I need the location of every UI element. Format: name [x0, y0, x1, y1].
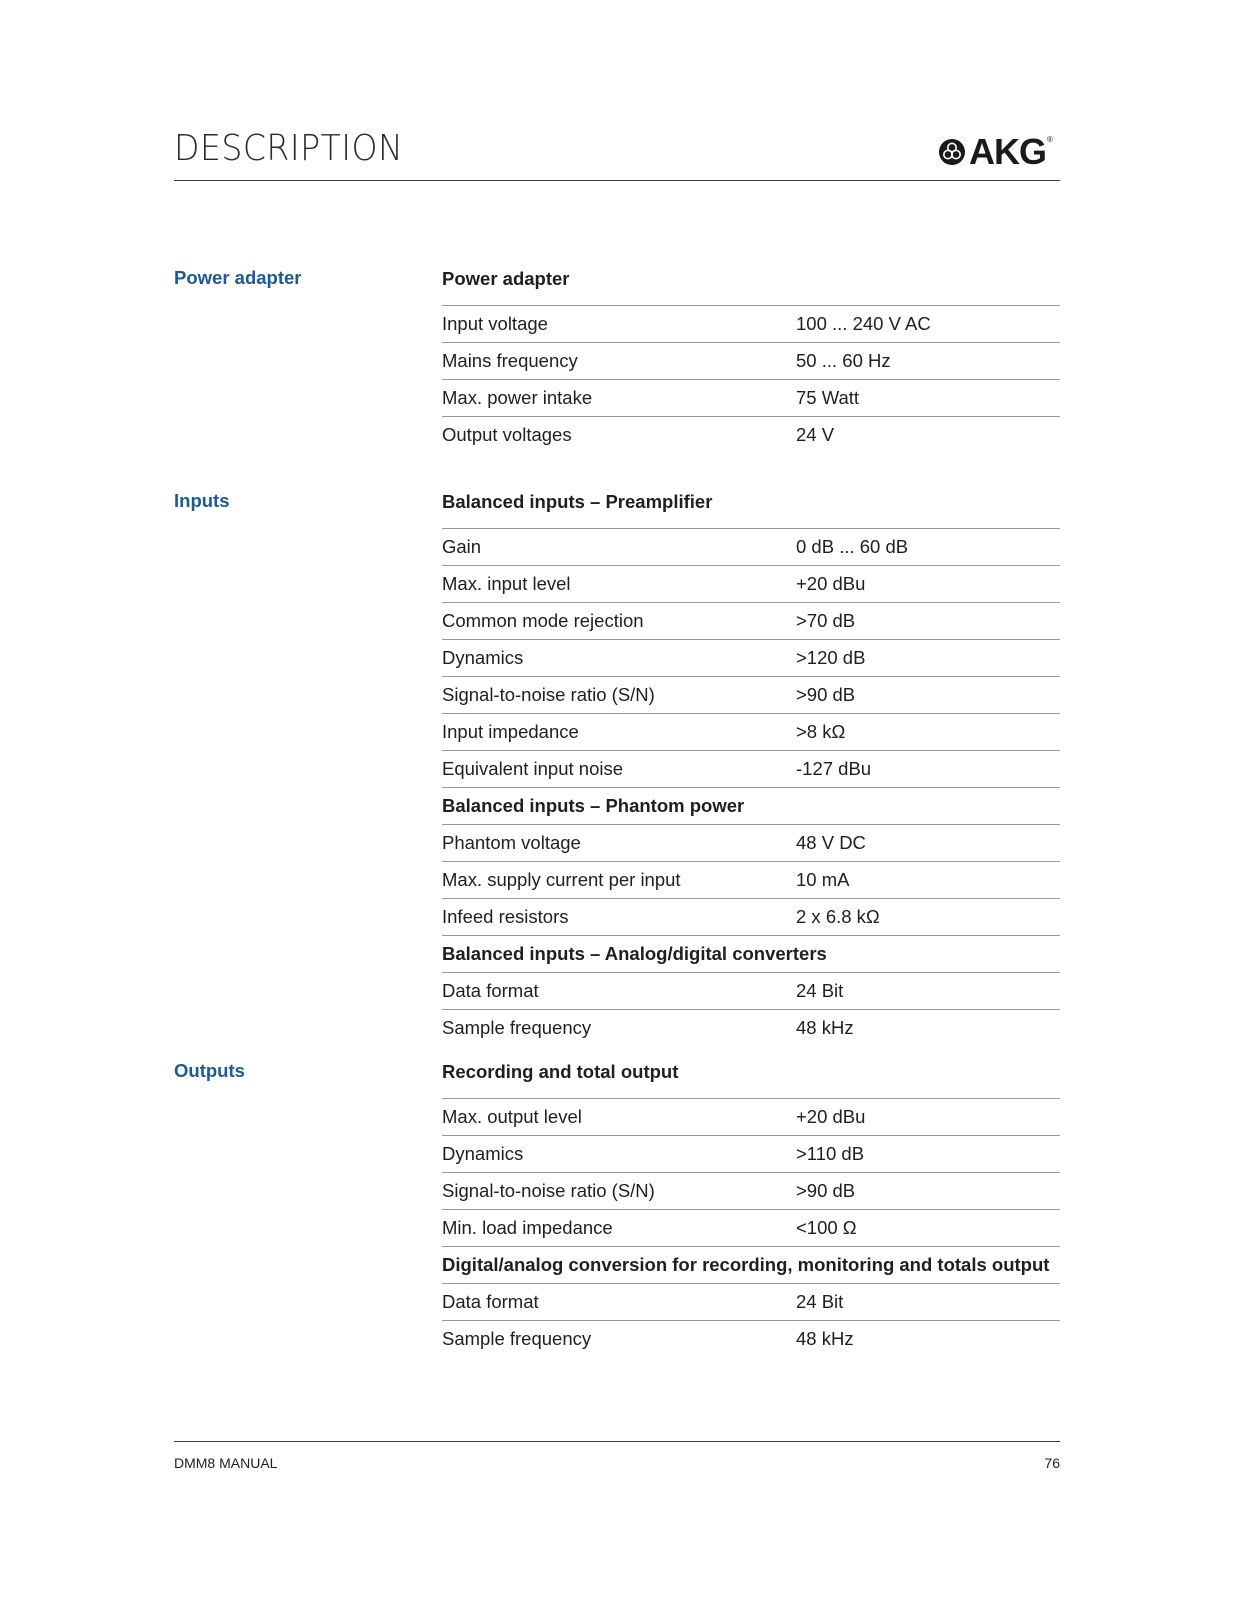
table-row: Dynamics >110 dB: [442, 1135, 1060, 1172]
table-row: Equivalent input noise -127 dBu: [442, 750, 1060, 787]
section-label: Power adapter: [174, 267, 302, 288]
table-row: Sample frequency 48 kHz: [442, 1009, 1060, 1046]
table-row: Min. load impedance <100 Ω: [442, 1209, 1060, 1246]
table-row: Signal-to-noise ratio (S/N) >90 dB: [442, 1172, 1060, 1209]
table-row: Data format 24 Bit: [442, 1283, 1060, 1320]
header-divider: [174, 180, 1060, 181]
group-heading: Digital/analog conversion for recording, monitoring and totals output: [442, 1246, 1060, 1283]
spec-table: [442, 260, 1060, 453]
table-row: Input impedance >8 kΩ: [442, 713, 1060, 750]
spec-table: [442, 483, 1060, 1046]
footer-manual-name: DMM8 MANUAL: [174, 1455, 278, 1471]
table-row: Mains frequency 50 ... 60 Hz: [442, 342, 1060, 379]
table-row: Max. supply current per input 10 mA: [442, 861, 1060, 898]
table-row: Max. power intake 75 Watt: [442, 379, 1060, 416]
group-heading: Recording and total output: [442, 1060, 679, 1082]
registered-mark: ®: [1047, 135, 1053, 144]
group-heading: Balanced inputs – Phantom power: [442, 787, 1060, 824]
table-row: Infeed resistors 2 x 6.8 kΩ: [442, 898, 1060, 935]
footer-divider: [174, 1441, 1060, 1442]
group-heading: Balanced inputs – Analog/digital converters: [442, 935, 1060, 972]
spec-table: [442, 1053, 1060, 1357]
table-row: Max. input level +20 dBu: [442, 565, 1060, 602]
logo-wordmark: AKG: [969, 131, 1046, 172]
section-label: Outputs: [174, 1060, 245, 1081]
akg-emblem-icon: [938, 138, 966, 166]
table-row: Common mode rejection >70 dB: [442, 602, 1060, 639]
table-row: Gain 0 dB ... 60 dB: [442, 528, 1060, 565]
section-label: Inputs: [174, 490, 230, 511]
akg-logo: [938, 131, 1053, 172]
table-row: Data format 24 Bit: [442, 972, 1060, 1009]
table-row: Dynamics >120 dB: [442, 639, 1060, 676]
footer-page-number: 76: [1044, 1455, 1060, 1471]
group-heading: Power adapter: [442, 267, 570, 289]
group-heading: Balanced inputs – Preamplifier: [442, 490, 713, 512]
table-row: Max. output level +20 dBu: [442, 1098, 1060, 1135]
table-row: Phantom voltage 48 V DC: [442, 824, 1060, 861]
table-row: Input voltage 100 ... 240 V AC: [442, 305, 1060, 342]
table-row: Signal-to-noise ratio (S/N) >90 dB: [442, 676, 1060, 713]
page-title: DESCRIPTION: [174, 128, 404, 169]
table-row: Output voltages 24 V: [442, 416, 1060, 453]
table-row: Sample frequency 48 kHz: [442, 1320, 1060, 1357]
